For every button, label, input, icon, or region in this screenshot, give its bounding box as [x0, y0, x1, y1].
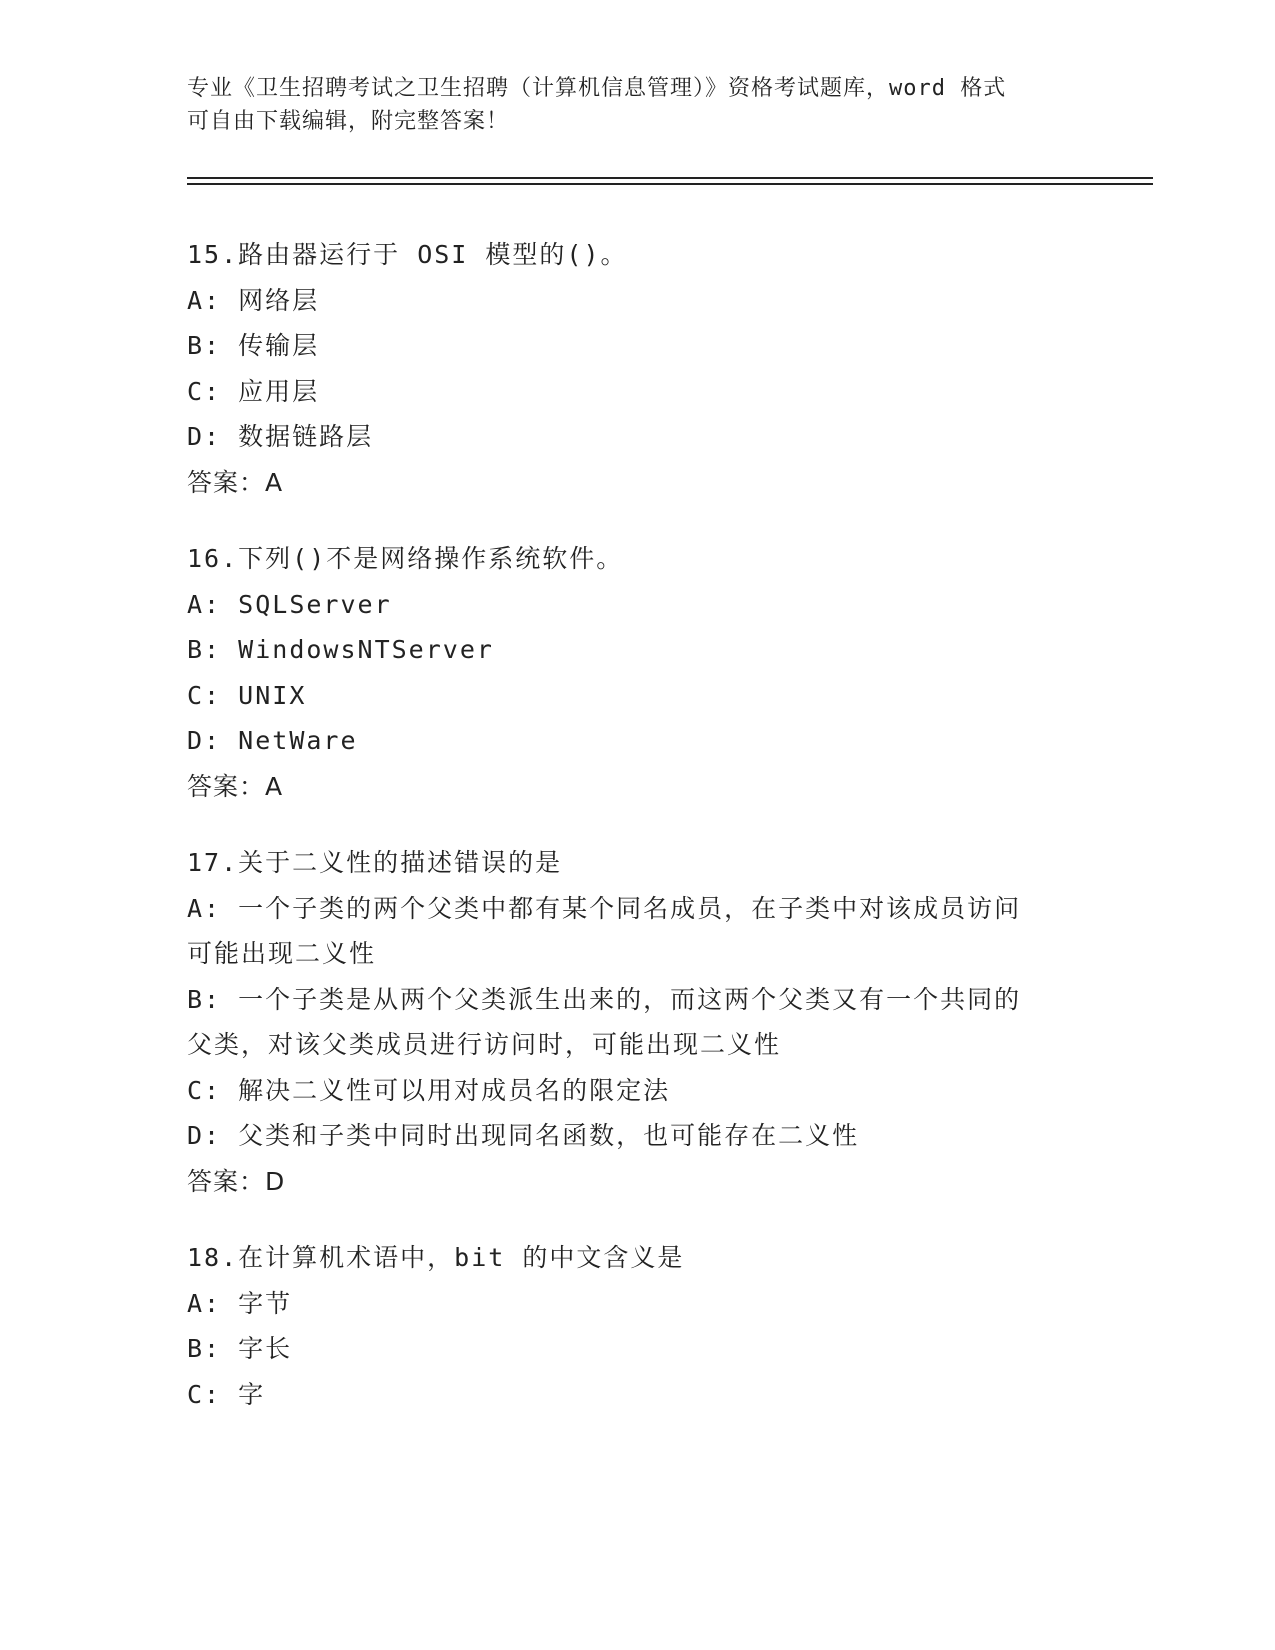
question-18	[187, 1235, 1087, 1417]
option-label: A:	[187, 589, 222, 619]
option-c	[187, 1068, 1087, 1114]
option-d	[187, 1113, 1087, 1159]
option-text: 解决二义性可以用对成员名的限定法	[238, 1075, 671, 1105]
option-text: 网络层	[238, 285, 320, 315]
option-text: 一个子类是从两个父类派生出来的，而这两个父类又有一个共同的	[238, 984, 1022, 1014]
option-label: D:	[187, 422, 222, 451]
document-header	[187, 72, 1087, 138]
question-list	[187, 232, 1087, 1448]
option-label: C:	[187, 1075, 222, 1105]
option-text: 字节	[238, 1288, 293, 1318]
option-d	[187, 718, 1087, 764]
option-a	[187, 1281, 1087, 1327]
option-text: 数据链路层	[238, 422, 374, 451]
option-text: 字	[238, 1379, 266, 1409]
question-stem: 15.路由器运行于 OSI 模型的()。	[187, 240, 628, 269]
option-label: D:	[187, 1121, 222, 1150]
header-line-1: 专业《卫生招聘考试之卫生招聘（计算机信息管理）》资格考试题库，word 格式	[187, 76, 1007, 101]
option-label: A:	[187, 893, 222, 923]
question-16	[187, 536, 1087, 809]
option-label: B:	[187, 635, 222, 664]
header-divider-top	[187, 177, 1153, 179]
option-label: C:	[187, 376, 222, 406]
option-text: 应用层	[238, 376, 320, 406]
option-text: 一个子类的两个父类中都有某个同名成员，在子类中对该成员访问	[238, 893, 1022, 923]
option-b	[187, 627, 1087, 673]
question-stem: 16.下列()不是网络操作系统软件。	[187, 544, 624, 573]
option-c	[187, 1372, 1087, 1418]
option-text: 传输层	[238, 331, 320, 360]
option-text: SQLServer	[238, 589, 392, 619]
option-text: WindowsNTServer	[238, 635, 494, 664]
option-a	[187, 886, 1087, 932]
header-line-2: 可自由下载编辑，附完整答案！	[187, 109, 510, 134]
option-a	[187, 582, 1087, 628]
option-a	[187, 278, 1087, 324]
option-label: A:	[187, 285, 222, 315]
option-c	[187, 673, 1087, 719]
answer-line: 答案：A	[187, 467, 284, 497]
option-b-continued: 父类，对该父类成员进行访问时，可能出现二义性	[187, 1030, 782, 1059]
option-text: 父类和子类中同时出现同名函数，也可能存在二义性	[238, 1121, 860, 1150]
question-stem: 18.在计算机术语中，bit 的中文含义是	[187, 1243, 685, 1272]
option-label: A:	[187, 1288, 222, 1318]
question-17	[187, 840, 1087, 1204]
option-text: NetWare	[238, 726, 358, 755]
option-d	[187, 414, 1087, 460]
option-b	[187, 1326, 1087, 1372]
answer-line: 答案：D	[187, 1166, 286, 1196]
header-divider-bottom	[187, 183, 1153, 185]
option-text: UNIX	[238, 680, 307, 710]
option-b	[187, 977, 1087, 1023]
option-label: B:	[187, 984, 222, 1014]
option-label: D:	[187, 726, 222, 755]
option-a-continued: 可能出现二义性	[187, 939, 377, 968]
option-b	[187, 323, 1087, 369]
question-15	[187, 232, 1087, 505]
question-stem: 17.关于二义性的描述错误的是	[187, 848, 563, 877]
option-label: C:	[187, 1379, 222, 1409]
option-label: C:	[187, 680, 222, 710]
option-label: B:	[187, 1334, 222, 1363]
option-c	[187, 369, 1087, 415]
option-text: 字长	[238, 1334, 293, 1363]
option-label: B:	[187, 331, 222, 360]
answer-line: 答案：A	[187, 771, 284, 801]
